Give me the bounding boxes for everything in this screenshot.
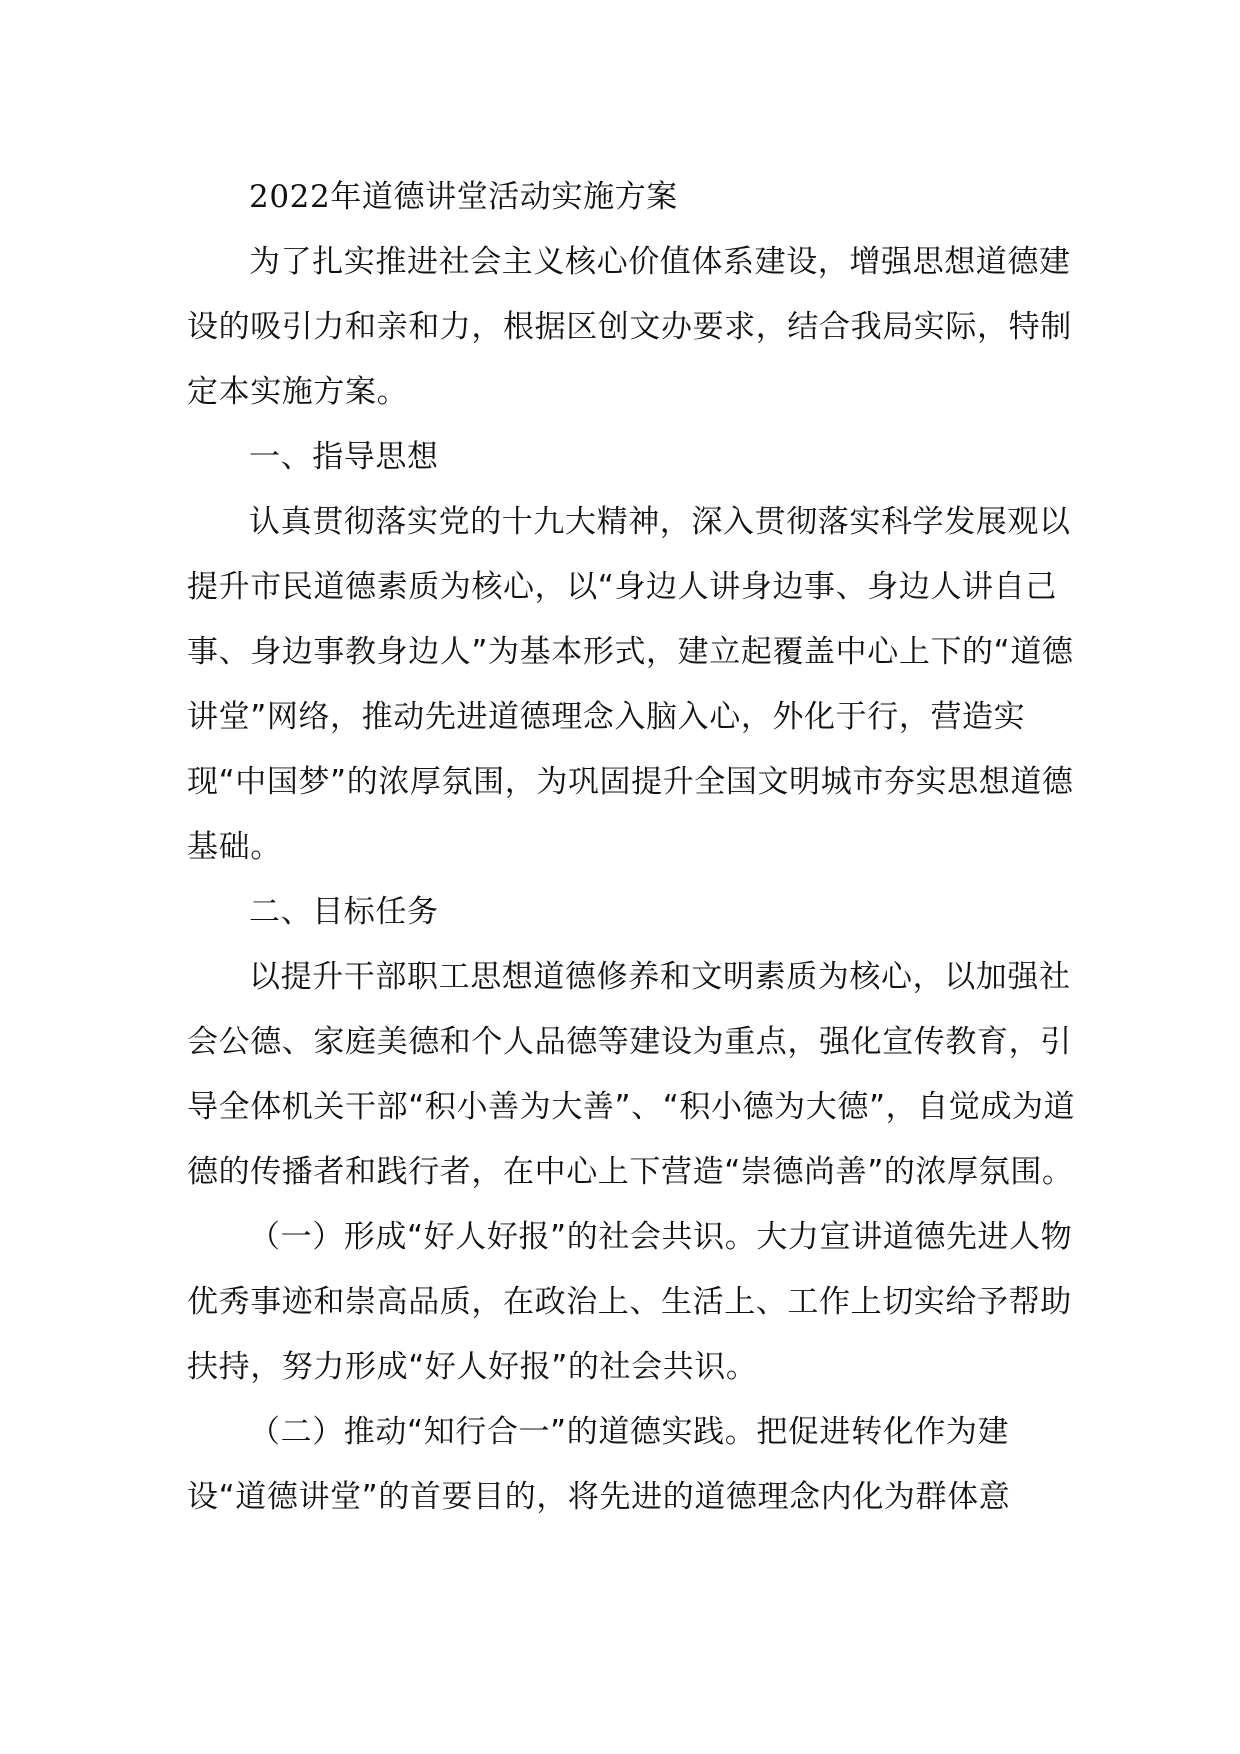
- document-page: [187, 165, 1077, 1530]
- goals-paragraph: 以提升干部职工思想道德修养和文明素质为核心，以加强社会公德、家庭美德和个人品德等建设为重点，强化宣传教育，引导全体机关干部“积小善为大善”、“积小德为大德”，自觉成为道德的传播者和践行者，在中心上下营造“崇德尚善”的浓厚氛围。: [187, 959, 1076, 1190]
- document-title: 2022年道德讲堂活动实施方案: [249, 179, 678, 215]
- intro-paragraph: 为了扎实推进社会主义核心价值体系建设，增强思想道德建设的吸引力和亲和力，根据区创文办要求，结合我局实际，特制定本实施方案。: [187, 244, 1072, 410]
- guiding-thought-paragraph: 认真贯彻落实党的十九大精神，深入贯彻落实科学发展观以提升市民道德素质为核心，以“身边人讲身边事、身边人讲自己事、身边事教身边人”为基本形式，建立起覆盖中心上下的“道德讲堂”网络，推动先进道德理念入脑入心，外化于行，营造实现“中国梦”的浓厚氛围，为巩固提升全国文明城市夯实思想道德基础。: [187, 504, 1074, 865]
- section-heading-goals: 二、目标任务: [249, 894, 439, 930]
- goal-item-2: （二）推动“知行合一”的道德实践。把促进转化作为建设“道德讲堂”的首要目的，将先进的道德理念内化为群体意: [187, 1414, 1011, 1515]
- section-heading-guiding-thought: 一、指导思想: [249, 439, 439, 475]
- goal-item-1: （一）形成“好人好报”的社会共识。大力宣讲道德先进人物优秀事迹和崇高品质，在政治上、生活上、工作上切实给予帮助扶持，努力形成“好人好报”的社会共识。: [187, 1219, 1073, 1385]
